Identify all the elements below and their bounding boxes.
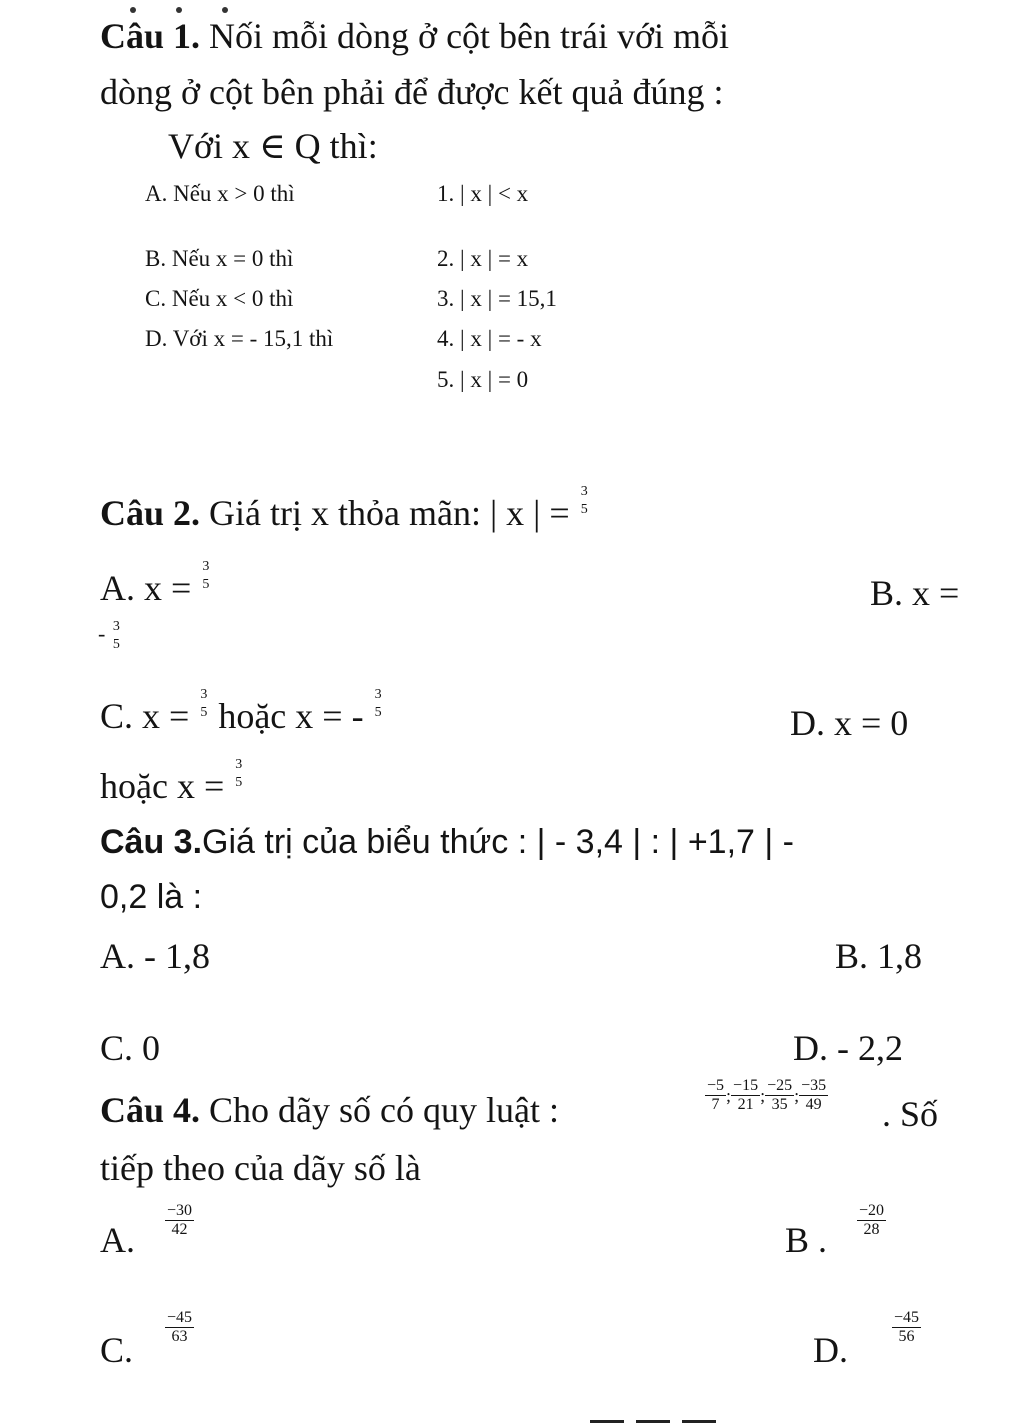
q2-option-c: [100, 688, 384, 734]
q1-left-c: C. Nếu x < 0 thì: [145, 286, 294, 311]
q2-option-d-cont-text: hoặc x =: [100, 766, 225, 806]
q2-option-b-fraction: 3 5: [112, 619, 120, 652]
q2-option-c-label: C. x =: [100, 696, 190, 736]
q4-seq-sep: ;: [794, 1085, 800, 1106]
q2-option-b-minus: -: [98, 621, 106, 647]
q1-right-5: 5. | x | = 0: [437, 367, 529, 392]
q4-title-cont: tiếp theo của dãy số là: [100, 1148, 421, 1188]
q1-title-text: Nối mỗi dòng ở cột bên trái với mỗi: [209, 16, 730, 56]
q2-option-c-fraction-2: 3 5: [374, 687, 382, 720]
q3-option-a: A. - 1,8: [100, 936, 210, 976]
q3-title: [100, 825, 794, 859]
q2-title-fraction: 3 5: [580, 484, 588, 517]
q1-left-d: D. Với x = - 15,1 thì: [145, 326, 334, 351]
q4-seq-term-1: $\frac{-5}{7}$: [707, 1077, 725, 1113]
q4-title-text: Cho dãy số có quy luật :: [209, 1090, 559, 1130]
q3-option-d: D. - 2,2: [793, 1028, 903, 1068]
q2-option-c-mid: hoặc x = -: [218, 696, 364, 736]
q2-option-d: D. x = 0: [790, 703, 909, 743]
q1-label: Câu 1.: [100, 16, 201, 56]
q4-option-a-fraction: $\frac{-30}{42}$: [167, 1202, 193, 1238]
q1-right-3: 3. | x | = 15,1: [437, 286, 557, 311]
q1-condition: Với x ∈ Q thì:: [168, 126, 378, 166]
q2-option-b-value: [98, 620, 122, 652]
q2-option-a-label: A. x =: [100, 568, 192, 608]
q4-option-c-label: C.: [100, 1330, 134, 1370]
q1-right-2: 2. | x | = x: [437, 246, 529, 271]
q3-option-b: B. 1,8: [835, 936, 923, 976]
q4-option-c-fraction: $\frac{-45}{63}$: [167, 1309, 193, 1345]
q2-label: Câu 2.: [100, 493, 201, 533]
q1-right-1: 1. | x | < x: [437, 181, 529, 206]
q4-sequence: [705, 1078, 828, 1113]
q4-option-d-fraction: $\frac{-45}{56}$: [894, 1309, 920, 1345]
q4-title: [100, 1092, 559, 1128]
q2-option-c-fraction-1: 3 5: [200, 687, 208, 720]
q4-option-a-label: A.: [100, 1220, 135, 1260]
q4-label: Câu 4.: [100, 1090, 201, 1130]
q3-title-cont: 0,2 là :: [100, 878, 203, 916]
q2-option-a-fraction: 3 5: [202, 559, 210, 592]
q2-title: [100, 485, 590, 531]
q4-seq-sep: ;: [760, 1085, 766, 1106]
q4-option-b-label: B .: [785, 1220, 828, 1260]
q4-option-b-fraction: $\frac{-20}{28}$: [859, 1202, 885, 1238]
q2-option-d-cont: [100, 758, 244, 804]
q4-option-d-label: D.: [813, 1330, 848, 1370]
q3-label: Câu 3.: [100, 823, 203, 861]
q2-option-b: B. x =: [870, 573, 960, 613]
q4-seq-sep: ;: [726, 1085, 732, 1106]
q4-seq-term-4: $\frac{-35}{49}$: [801, 1077, 827, 1113]
q2-option-a: [100, 560, 211, 606]
q2-option-d-fraction: 3 5: [235, 757, 243, 790]
q3-title-text: Giá trị của biểu thức : | - 3,4 | : | +1,7 | -: [202, 823, 794, 861]
q1-title-line2: dòng ở cột bên phải để được kết quả đúng :: [100, 72, 724, 112]
q4-seq-term-3: $\frac{-25}{35}$: [767, 1077, 793, 1113]
q1-left-a: A. Nếu x > 0 thì: [145, 181, 295, 206]
q4-seq-term-2: $\frac{-15}{21}$: [733, 1077, 759, 1113]
q1-left-b: B. Nếu x = 0 thì: [145, 246, 294, 271]
q1-right-4: 4. | x | = - x: [437, 326, 542, 351]
q4-title-after: . Số: [882, 1094, 939, 1134]
q3-option-c: C. 0: [100, 1028, 161, 1068]
q2-title-text: Giá trị x thỏa mãn: | x | =: [209, 493, 570, 533]
cropped-text-bottom: [590, 1410, 728, 1428]
q1-title-line1: [100, 18, 729, 54]
